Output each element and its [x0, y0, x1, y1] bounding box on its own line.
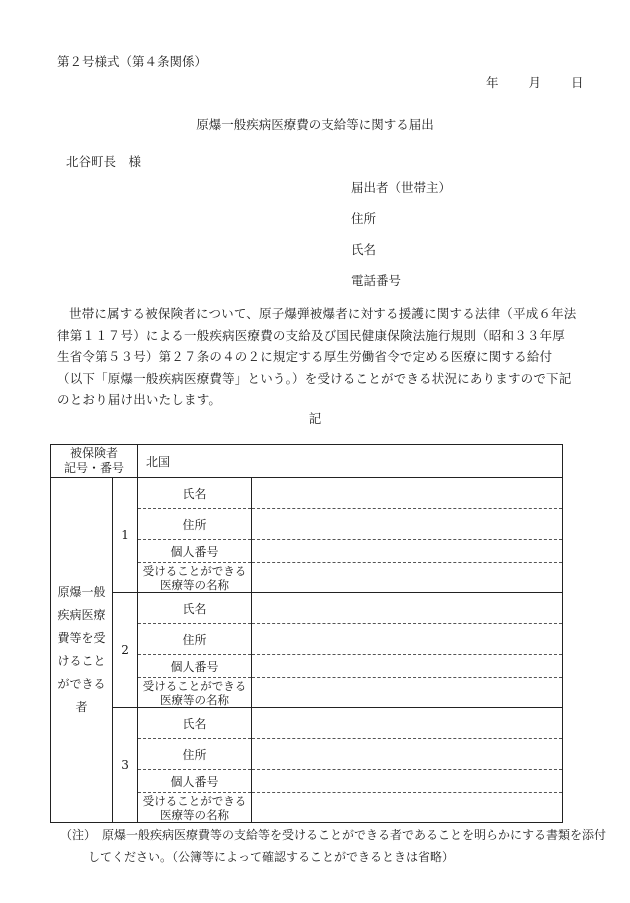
eligible-persons-label	[51, 478, 113, 823]
eligible-persons-label-line: 原爆一般	[57, 585, 106, 599]
ki-heading: 記	[308, 411, 322, 426]
recipient: 北谷町長 様	[66, 154, 142, 169]
address-label: 住所	[138, 509, 252, 540]
date-day-label: 日	[571, 75, 584, 90]
person-number: 1	[113, 478, 138, 593]
person-number: 2	[113, 593, 138, 708]
eligible-persons-table	[50, 444, 563, 823]
person-number: 3	[113, 708, 138, 823]
notifier-address-label: 住所	[351, 211, 377, 226]
insured-number-row	[51, 445, 563, 478]
personal-number-label: 個人番号	[138, 770, 252, 793]
address-label: 住所	[138, 739, 252, 770]
person-2-row	[51, 593, 563, 624]
note-line-2: してください。（公簿等によって確認することができるときは省略）	[88, 850, 455, 864]
name-label: 氏名	[138, 708, 252, 739]
document-title: 原爆一般疾病医療費の支給等に関する届出	[196, 117, 434, 132]
institution-name-label-line2: 医療等の名称	[160, 807, 230, 822]
date-year-label: 年	[486, 75, 499, 90]
institution-name-label	[138, 678, 252, 708]
notifier-block	[351, 178, 451, 302]
institution-name-label-line1: 受けることができる	[142, 793, 247, 808]
notifier-phone-label: 電話番号	[351, 273, 402, 288]
institution-name-label-line2: 医療等の名称	[160, 692, 230, 707]
address-field[interactable]	[252, 739, 563, 770]
insured-number-label-line2: 記号・番号	[64, 461, 125, 475]
eligible-persons-label-line: ができる	[57, 677, 106, 691]
institution-name-field[interactable]	[252, 678, 563, 708]
address-field[interactable]	[252, 624, 563, 655]
personal-number-field[interactable]	[252, 540, 563, 563]
institution-name-label-line1: 受けることができる	[142, 678, 247, 693]
name-field[interactable]	[252, 708, 563, 739]
notifier-name-label: 氏名	[351, 242, 377, 257]
date-line	[486, 73, 584, 91]
notifier-label: 届出者（世帯主）	[351, 180, 452, 195]
insured-number-label-line1: 被保険者	[70, 446, 119, 460]
address-field[interactable]	[252, 509, 563, 540]
institution-name-field[interactable]	[252, 563, 563, 593]
personal-number-label: 個人番号	[138, 655, 252, 678]
institution-name-field[interactable]	[252, 793, 563, 823]
insured-number-label	[51, 445, 138, 478]
person-3-row	[51, 708, 563, 739]
eligible-persons-label-line: 者	[75, 700, 88, 714]
form-number: 第２号様式（第４条関係）	[57, 54, 208, 69]
institution-name-label-line1: 受けることができる	[142, 563, 247, 578]
name-label: 氏名	[138, 478, 252, 509]
name-field[interactable]	[252, 593, 563, 624]
personal-number-label: 個人番号	[138, 540, 252, 563]
date-month-label: 月	[528, 75, 542, 90]
body-paragraph: 世帯に属する被保険者について、原子爆弾被爆者に対する援護に関する法律（平成６年法律第１１７号）による一般疾病医療費の支給及び国民健康保険法施行規則（昭和３３年厚生省令第５３号）第２７条の４の２に規定する厚生労働省令で定める医療に関する給付（以下「原爆一般疾病医療費等」という。）を受けることができる状況にありますので下記のとおり届け出いたします。	[57, 306, 577, 408]
note-line-1: （注） 原爆一般疾病医療費等の支給等を受けることができる者であることを明らかにする書類を添付	[60, 828, 607, 842]
eligible-persons-label-line: けること	[57, 654, 106, 668]
institution-name-label	[138, 793, 252, 823]
person-1-row	[51, 478, 563, 509]
address-label: 住所	[138, 624, 252, 655]
personal-number-field[interactable]	[252, 770, 563, 793]
insured-number-value[interactable]: 北国	[138, 445, 563, 478]
institution-name-label	[138, 563, 252, 593]
eligible-persons-label-line: 疾病医療	[57, 608, 106, 622]
personal-number-field[interactable]	[252, 655, 563, 678]
name-label: 氏名	[138, 593, 252, 624]
institution-name-label-line2: 医療等の名称	[160, 577, 230, 592]
eligible-persons-label-line: 費等を受	[57, 631, 106, 645]
name-field[interactable]	[252, 478, 563, 509]
